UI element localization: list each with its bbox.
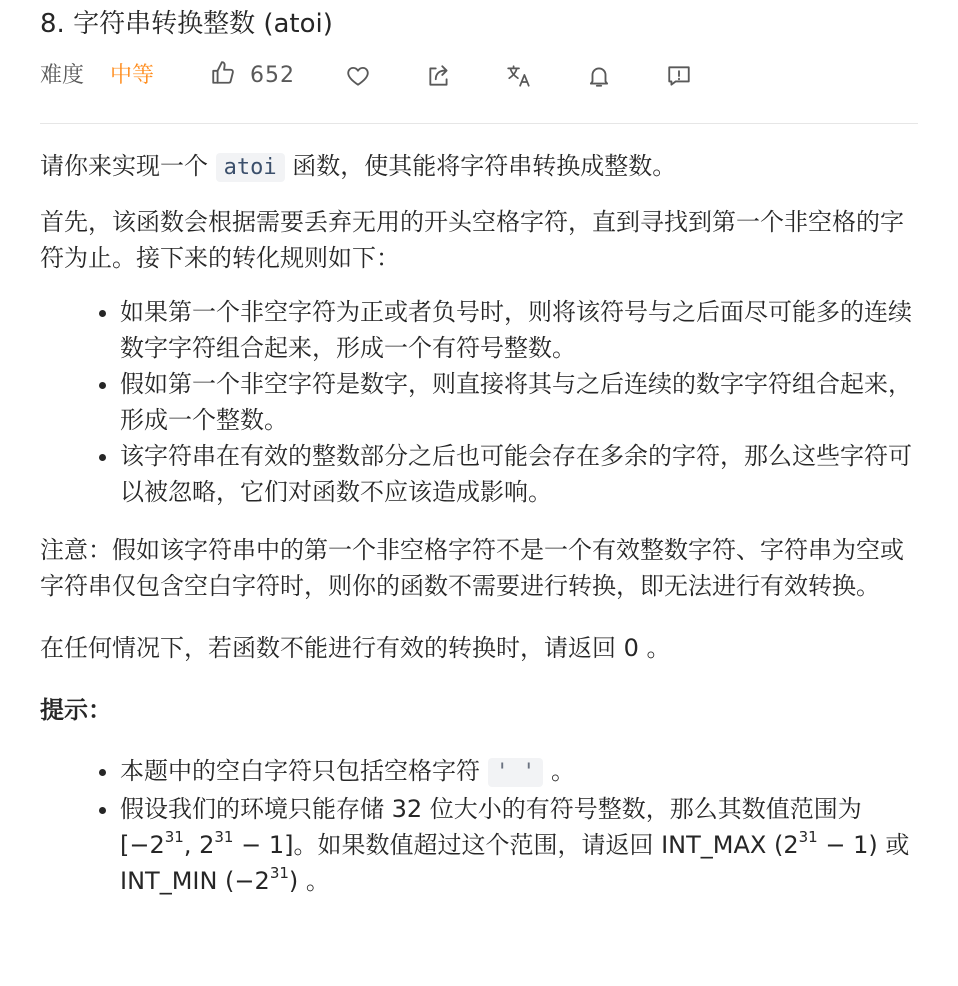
thumbs-up-icon <box>210 55 236 98</box>
note-paragraph: 注意：假如该字符串中的第一个非空格字符不是一个有效整数字符、字符串为空或字符串仅包含空白字符时，则你的函数不需要进行转换，即无法进行有效转换。 <box>40 536 904 600</box>
list-item: • 假如第一个非空字符是数字，则直接将其与之后连续的数字字符组合起来，形成一个整数。 <box>120 366 920 438</box>
inline-code-space: ' ' <box>488 758 544 787</box>
hints-list <box>40 753 920 899</box>
feedback-icon[interactable] <box>666 58 692 94</box>
problem-description <box>40 148 920 899</box>
return-zero-paragraph: 在任何情况下，若函数不能进行有效的转换时，请返回 0 。 <box>40 634 671 662</box>
like-button[interactable] <box>210 58 295 94</box>
header-divider <box>40 123 918 124</box>
bell-icon[interactable] <box>586 58 612 94</box>
translate-icon[interactable] <box>506 58 532 94</box>
difficulty-badge: 中等 <box>110 63 155 88</box>
inline-code-atoi: atoi <box>216 153 285 182</box>
list-item: • 假设我们的环境只能存储 32 位大小的有符号整数，那么其数值范围为 [$-2^{31}$, $2^{31} - 1$]。如果数值超过这个范围，请返回 INT_MAX $(2^{31} - 1)$ 或 INT_MIN $(-2^{31})$ 。 <box>120 791 920 899</box>
hints-heading: 提示： <box>40 696 112 724</box>
like-count: 652 <box>250 63 295 88</box>
problem-meta-bar <box>40 58 920 94</box>
list-item: • 如果第一个非空字符为正或者负号时，则将该符号与之后面尽可能多的连续数字字符组合起来，形成一个有符号整数。 <box>120 294 920 366</box>
description-paragraph: 首先，该函数会根据需要丢弃无用的开头空格字符，直到寻找到第一个非空格的字符为止。接下来的转化规则如下： <box>40 208 904 272</box>
share-icon[interactable] <box>426 58 452 94</box>
rules-list <box>40 294 920 510</box>
list-item: • 本题中的空白字符只包括空格字符 ' ' 。 <box>120 753 920 791</box>
difficulty-label: 难度 <box>40 63 85 88</box>
list-item: • 该字符串在有效的整数部分之后也可能会存在多余的字符，那么这些字符可以被忽略，它们对函数不应该造成影响。 <box>120 438 920 510</box>
heart-icon[interactable] <box>345 58 371 94</box>
problem-title: 8. 字符串转换整数 (atoi) <box>40 9 333 39</box>
intro-paragraph: 请你来实现一个 atoi 函数，使其能将字符串转换成整数。 <box>40 152 677 180</box>
